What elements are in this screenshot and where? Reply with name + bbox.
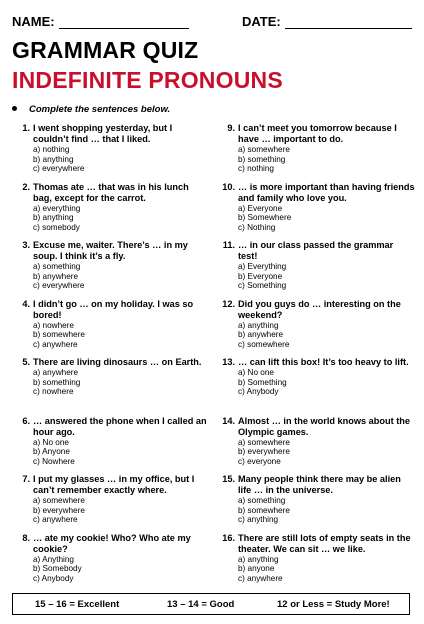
- question-text: There are living dinosaurs … on Earth.: [33, 357, 202, 367]
- question-item: [217, 182, 415, 241]
- answer-option: a) anything: [238, 554, 279, 564]
- answer-option: b) anyone: [238, 564, 275, 574]
- answer-option: c) anywhere: [33, 515, 78, 525]
- question-column-left: [12, 123, 210, 591]
- instruction-text: Complete the sentences below.: [29, 104, 171, 115]
- question-item: [217, 299, 415, 358]
- question-text: Did you guys do … interesting on the weekend?: [238, 298, 401, 320]
- question-item: [12, 299, 210, 358]
- question-item: [12, 416, 210, 475]
- answer-option: a) Anything: [33, 554, 74, 564]
- answer-option: c) nothing: [238, 164, 274, 174]
- question-number: 13.: [222, 357, 235, 367]
- answer-option: b) somewhere: [33, 330, 85, 340]
- question-item: [217, 123, 415, 182]
- question-number: 8.: [22, 532, 30, 543]
- question-item: [12, 123, 210, 182]
- question-text: Excuse me, waiter. There’s … in my soup. I think it’s a fly.: [33, 240, 188, 261]
- answer-option: c) nowhere: [33, 387, 74, 397]
- answer-option: a) anywhere: [33, 368, 79, 377]
- question-number: 1.: [22, 123, 30, 133]
- question-text: I went shopping yesterday, but I couldn’t find … that I liked.: [33, 123, 173, 144]
- score-study-more: 12 or Less = Study More!: [277, 599, 390, 610]
- answer-option: c) anywhere: [33, 339, 78, 349]
- answer-option: b) anywhere: [238, 330, 284, 340]
- score-key: [12, 593, 410, 615]
- question-number: 7.: [22, 474, 30, 484]
- question-number: 5.: [22, 357, 30, 367]
- answer-option: c) everywhere: [33, 281, 85, 291]
- answer-option: b) Somebody: [33, 564, 82, 574]
- answer-option: b) Something: [238, 377, 287, 387]
- answer-option: a) everything: [33, 203, 81, 213]
- question-number: 15.: [222, 474, 235, 484]
- question-item: [217, 416, 415, 475]
- question-number: 12.: [222, 298, 235, 309]
- answer-option: c) somebody: [33, 222, 80, 232]
- answer-option: c) everyone: [238, 456, 281, 466]
- question-number: 6.: [22, 415, 30, 426]
- answer-option: a) No one: [33, 437, 69, 447]
- question-item: [12, 240, 210, 299]
- answer-option: c) Something: [238, 281, 287, 291]
- answer-option: a) Everyone: [238, 203, 283, 213]
- question-item: [12, 182, 210, 241]
- answer-option: b) something: [33, 377, 81, 387]
- quiz-title: GRAMMAR QUIZ: [12, 37, 199, 63]
- answer-option: b) anything: [33, 154, 74, 164]
- question-text: … is more important than having friends and family who love you.: [238, 181, 415, 203]
- answer-option: a) No one: [238, 368, 274, 377]
- question-item: [217, 474, 415, 533]
- date-field-line: [285, 28, 412, 29]
- question-text: I can’t meet you tomorrow because I have … important to do.: [238, 123, 397, 144]
- question-item: [12, 533, 210, 592]
- answer-option: b) everywhere: [33, 505, 85, 515]
- instruction: [12, 104, 170, 115]
- question-item: [217, 357, 415, 416]
- answer-option: b) Anyone: [33, 447, 70, 457]
- quiz-subtitle: INDEFINITE PRONOUNS: [12, 67, 283, 93]
- answer-option: a) something: [33, 262, 81, 271]
- answer-option: c) everywhere: [33, 164, 85, 174]
- answer-option: b) anything: [33, 213, 74, 223]
- question-item: [217, 533, 415, 592]
- answer-option: a) nothing: [33, 145, 70, 154]
- name-field-line: [59, 28, 189, 29]
- name-label: NAME:: [12, 14, 55, 29]
- date-label: DATE:: [242, 14, 281, 29]
- answer-option: c) Anybody: [33, 573, 74, 583]
- question-number: 16.: [222, 532, 235, 543]
- question-text: … in our class passed the grammar test!: [238, 240, 394, 261]
- answer-option: a) Everything: [238, 262, 287, 271]
- answer-option: a) anything: [238, 320, 279, 330]
- question-item: [12, 357, 210, 416]
- answer-option: c) Nowhere: [33, 456, 75, 466]
- question-text: Thomas ate … that was in his lunch bag, except for the carrot.: [33, 181, 189, 203]
- question-item: [217, 240, 415, 299]
- score-good: 13 – 14 = Good: [167, 599, 235, 610]
- answer-option: b) everywhere: [238, 447, 290, 457]
- question-number: 3.: [22, 240, 30, 250]
- bullet-icon: [12, 106, 17, 111]
- question-number: 11.: [222, 240, 235, 250]
- answer-option: c) Anybody: [238, 387, 279, 397]
- answer-option: a) something: [238, 496, 286, 505]
- question-item: [12, 474, 210, 533]
- question-number: 14.: [222, 415, 235, 426]
- question-number: 10.: [222, 181, 235, 192]
- score-excellent: 15 – 16 = Excellent: [35, 599, 120, 610]
- question-column-right: [217, 123, 415, 591]
- question-text: … can lift this box! It’s too heavy to lift.: [238, 357, 409, 367]
- answer-option: b) Somewhere: [238, 213, 292, 223]
- answer-option: b) Everyone: [238, 271, 283, 281]
- question-text: There are still lots of empty seats in the theater. We can sit … we like.: [238, 532, 411, 554]
- answer-option: c) somewhere: [238, 339, 290, 349]
- question-number: 9.: [227, 123, 235, 133]
- question-text: … ate my cookie! Who? Who ate my cookie?: [33, 532, 191, 554]
- question-text: Many people think there may be alien life … in the universe.: [238, 474, 401, 495]
- answer-option: a) somewhere: [238, 437, 290, 447]
- answer-option: b) anywhere: [33, 271, 79, 281]
- question-text: Almost … in the world knows about the Olympic games.: [238, 415, 411, 437]
- question-text: I put my glasses … in my office, but I can’t remember exactly where.: [33, 474, 195, 495]
- answer-option: c) anything: [238, 515, 279, 525]
- answer-option: b) somewhere: [238, 505, 290, 515]
- answer-option: a) somewhere: [33, 496, 85, 505]
- answer-option: c) anywhere: [238, 573, 283, 583]
- question-number: 4.: [22, 298, 30, 309]
- answer-option: a) nowhere: [33, 320, 74, 330]
- answer-option: a) somewhere: [238, 145, 290, 154]
- answer-option: c) Nothing: [238, 222, 276, 232]
- question-text: I didn’t go … on my holiday. I was so bored!: [33, 298, 194, 320]
- question-text: … answered the phone when I called an hour ago.: [33, 415, 207, 437]
- header: [12, 14, 412, 34]
- answer-option: b) something: [238, 154, 286, 164]
- question-number: 2.: [22, 181, 30, 192]
